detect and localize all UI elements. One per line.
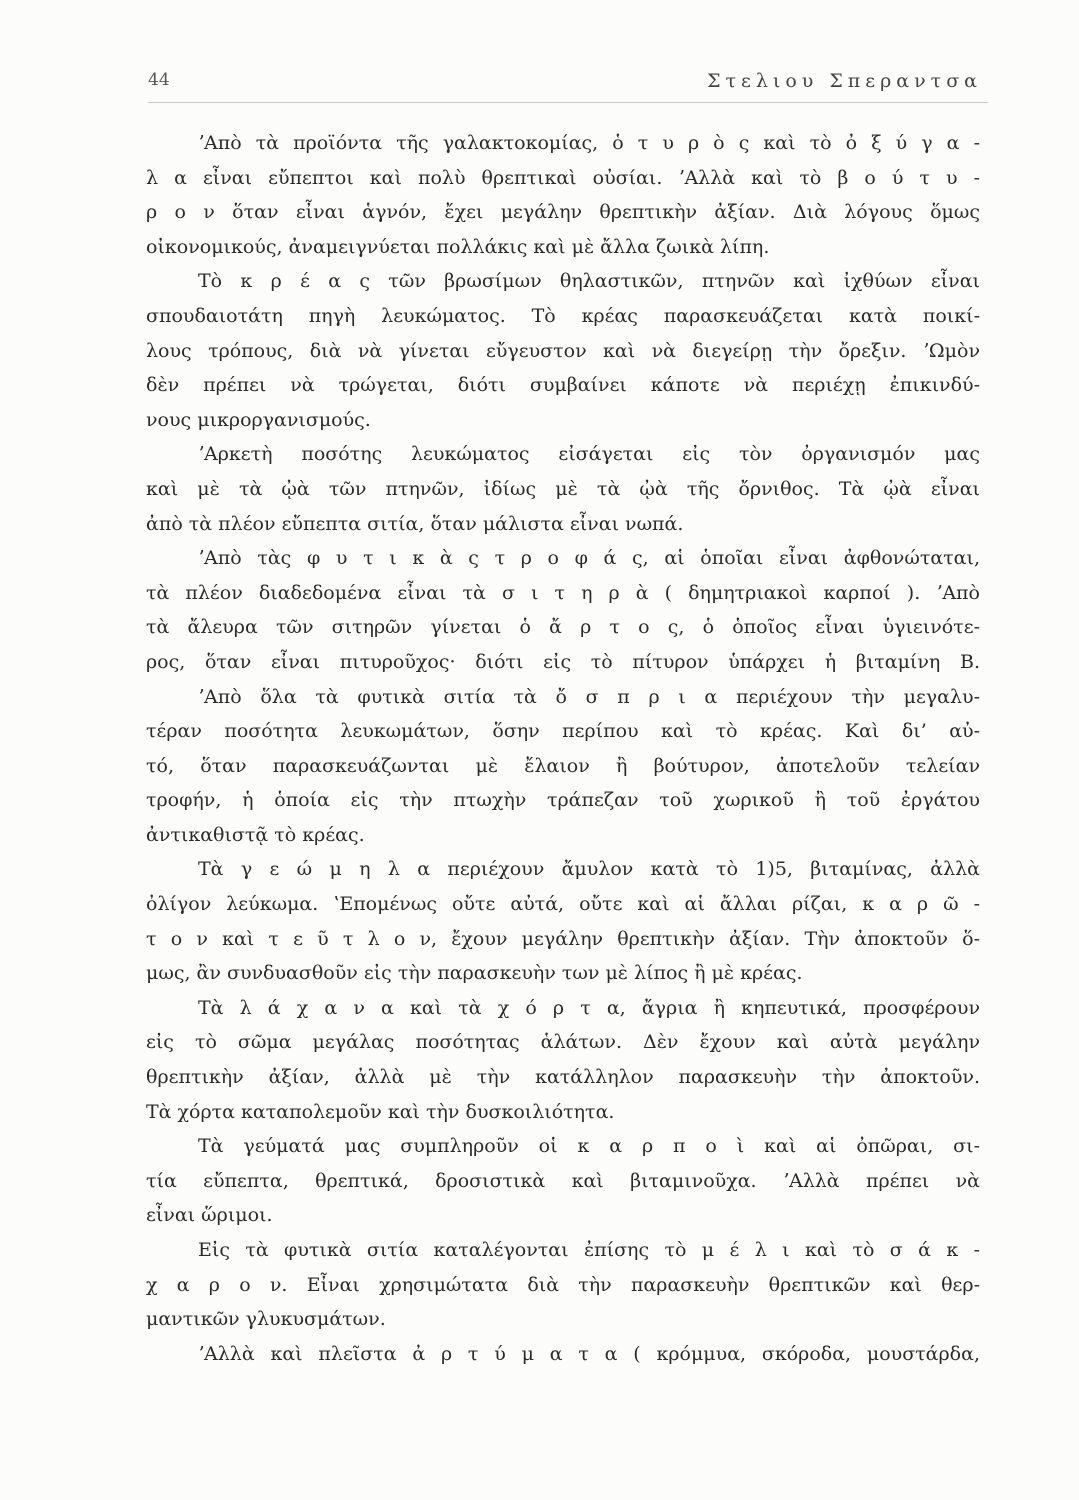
text-line: λ α εἶναι εὔπεπτοι καὶ πολὺ θρεπτικαὶ οὐσίαι. ʼΑλλὰ καὶ τὸ β ο ύ τ υ -: [146, 166, 980, 189]
text-line: θρεπτικὴν ἀξίαν, ἀλλὰ μὲ τὴν κατάλληλον παρασκευὴν τὴν ἀποκτοῦν.: [146, 1066, 980, 1089]
text-line: τὰ πλέον διαδεδομένα εἶναι τὰ σ ι τ η ρ ὰ ( δημητριακοὶ καρποί ). ʼΑπὸ: [146, 581, 980, 604]
text-line: ρ ο ν ὅταν εἶναι ἁγνόν, ἔχει μεγάλην θρεπτικὴν ἀξίαν. Διὰ λόγους ὅμως: [146, 201, 980, 224]
text-line: ʼΑλλὰ καὶ πλεῖστα ἀ ρ τ ύ μ α τ α ( κρόμμυα, σκόροδα, μουστάρδα,: [198, 1342, 980, 1365]
text-line: τία εὔπεπτα, θρεπτικά, δροσιστικὰ καὶ βιταμινοῦχα. ʼΑλλὰ πρέπει νὰ: [146, 1169, 980, 1192]
text-line: τὰ ἄλευρα τῶν σιτηρῶν γίνεται ὁ ἄ ρ τ ο ς, ὁ ὁποῖος εἶναι ὑγιεινότε-: [146, 616, 980, 639]
text-line: Τὰ γεύματά μας συμπληροῦν οἱ κ α ρ π ο ὶ καὶ αἱ ὀπῶραι, σι-: [198, 1135, 980, 1158]
text-line: Τὸ κ ρ έ α ς τῶν βρωσίμων θηλαστικῶν, πτηνῶν καὶ ἰχθύων εἶναι: [198, 270, 980, 293]
text-line: δὲν πρέπει νὰ τρώγεται, διότι συμβαίνει κάποτε νὰ περιέχῃ ἐπικινδύ-: [146, 374, 980, 397]
text-line: Τὰ γ ε ώ μ η λ α περιέχουν ἄμυλον κατὰ τὸ 1)5, βιταμίνας, ἀλλὰ: [198, 858, 980, 881]
running-title: Στελιου Σπεραντσα: [707, 70, 982, 92]
text-line: λους τρόπους, διὰ νὰ γίνεται εὔγευστον καὶ νὰ διεγείρῃ τὴν ὄρεξιν. ʼΩμὸν: [146, 339, 980, 362]
text-line: Τὰ χόρτα καταπολεμοῦν καὶ τὴν δυσκοιλιότητα.: [146, 1100, 615, 1123]
text-line: ἀντικαθιστᾷ τὸ κρέας.: [146, 823, 365, 846]
text-line: μως, ἂν συνδυασθοῦν εἰς τὴν παρασκευὴν των μὲ λίπος ἢ μὲ κρέας.: [146, 962, 803, 985]
text-line: καὶ μὲ τὰ ᾠὰ τῶν πτηνῶν, ἰδίως μὲ τὰ ᾠὰ τῆς ὄρνιθος. Τὰ ᾠὰ εἶναι: [146, 477, 980, 500]
text-line: νους μικροργανισμούς.: [146, 408, 371, 431]
text-line: Εἰς τὰ φυτικὰ σιτία καταλέγονται ἐπίσης τὸ μ έ λ ι καὶ τὸ σ ά κ -: [198, 1239, 980, 1261]
text-line: ὀλίγον λεύκωμα. ʽΕπομένως οὔτε αὐτά, οὔτε καὶ αἱ ἄλλαι ρίζαι, κ α ρ ῶ -: [146, 893, 980, 916]
text-line: ἀπὸ τὰ πλέον εὔπεπτα σιτία, ὅταν μάλιστα εἶναι νωπά.: [146, 512, 684, 535]
text-line: εἰς τὸ σῶμα μεγάλας ποσότητας ἁλάτων. Δὲν ἔχουν καὶ αὐτὰ μεγάλην: [146, 1031, 980, 1054]
text-line: Τὰ λ ά χ α ν α καὶ τὰ χ ό ρ τ α, ἄγρια ἢ κηπευτικά, προσφέρουν: [198, 996, 980, 1019]
text-line: ʼΑπὸ ὅλα τὰ φυτικὰ σιτία τὰ ὄ σ π ρ ι α περιέχουν τὴν μεγαλυ-: [198, 685, 980, 708]
text-line: οἰκονομικούς, ἀναμειγνύεται πολλάκις καὶ μὲ ἄλλα ζωικὰ λίπη.: [146, 235, 770, 258]
text-line: τ ο ν καὶ τ ε ῦ τ λ ο ν, ἔχουν μεγάλην θρεπτικὴν ἀξίαν. Τὴν ἀποκτοῦν ὅ-: [146, 927, 980, 950]
page-number: 44: [148, 70, 170, 90]
body-text: [146, 126, 980, 1371]
text-line: ʼΑπὸ τὰς φ υ τ ι κ ὰ ς τ ρ ο φ ά ς, αἱ ὁποῖαι εἶναι ἀφθονώταται,: [198, 547, 980, 570]
text-line: ʼΑρκετὴ ποσότης λευκώματος εἰσάγεται εἰς τὸν ὀργανισμόν μας: [198, 443, 980, 466]
text-line: μαντικῶν γλυκυσμάτων.: [146, 1308, 386, 1331]
text-line: τέραν ποσότητα λευκωμάτων, ὅσην περίπου καὶ τὸ κρέας. Καὶ δι’ αὐ-: [146, 720, 980, 743]
text-line: τροφήν, ἡ ὁποία εἰς τὴν πτωχὴν τράπεζαν τοῦ χωρικοῦ ἢ τοῦ ἐργάτου: [146, 789, 980, 812]
text-line: χ α ρ ο ν. Εἶναι χρησιμώτατα διὰ τὴν παρασκευὴν θρεπτικῶν καὶ θερ-: [146, 1273, 980, 1296]
page-header: [148, 68, 988, 103]
text-line: τό, ὅταν παρασκευάζωνται μὲ ἔλαιον ἢ βούτυρον, ἀποτελοῦν τελείαν: [146, 754, 980, 777]
text-line: ρος, ὅταν εἶναι πιτυροῦχος· διότι εἰς τὸ πίτυρον ὑπάρχει ἡ βιταμίνη Β.: [146, 650, 980, 673]
text-line: σπουδαιοτάτη πηγὴ λευκώματος. Τὸ κρέας παρασκευάζεται κατὰ ποικί-: [146, 304, 980, 327]
text-line: ʼΑπὸ τὰ προϊόντα τῆς γαλακτοκομίας, ὁ τ υ ρ ὸ ς καὶ τὸ ὀ ξ ύ γ α -: [198, 132, 980, 154]
text-line: εἶναι ὥριμοι.: [146, 1204, 273, 1227]
